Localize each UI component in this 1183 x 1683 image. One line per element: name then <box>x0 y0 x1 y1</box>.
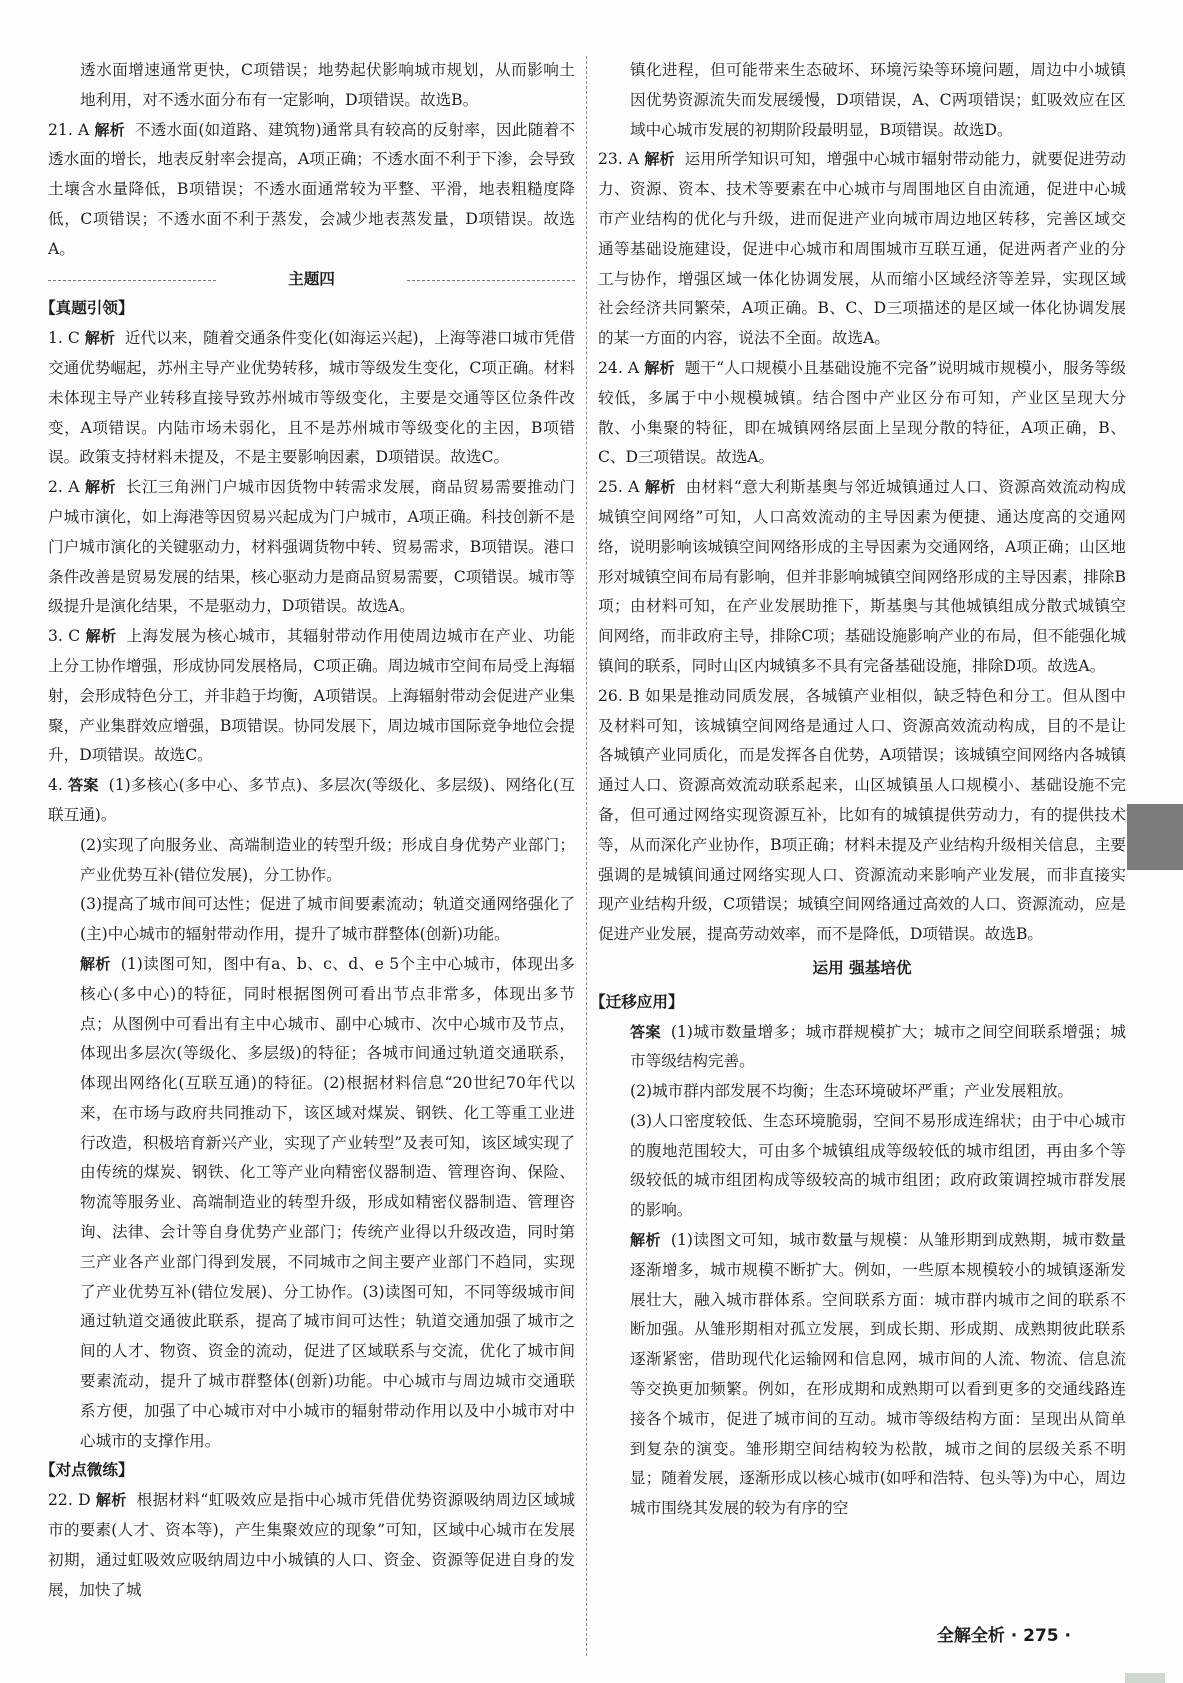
analysis-label: 解析 <box>630 1231 661 1250</box>
left-column <box>40 56 575 1605</box>
answer-text: (2)城市群内部发展不均衡；生态环境破坏严重；产业发展粗放。 <box>630 1082 1074 1101</box>
question-number: 21. A <box>48 120 90 139</box>
question-3 <box>48 622 575 771</box>
section-title: 【真题引领】 <box>40 299 134 318</box>
right-column <box>590 56 1126 1524</box>
analysis-label: 解析 <box>80 954 111 973</box>
question-23 <box>598 145 1126 354</box>
analysis-text: (1)读图可知，图中有a、b、c、d、e 5个主中心城市，体现出多核心(多中心)的特征，同时根据图例可看出节点非常多，体现出多节点；从图例中可看出有主中心城市、副中心城市、次中心城市及节点，体现出多层次(等级化、多层级)的特征；各城市间通过轨道交通联系，体现出网络化(互联互通)的特征。(2)根据材料信息“20世纪70年代以来，在市场与政府共同推动下，该区域对煤炭、钢铁、化工等重工业进行改造，积极培育新兴产业，实现了产业转型”及表可知，该区域实现了由传统的煤炭、钢铁、化工等产业向精密仪器制造、管理咨询、保险、物流等服务业、高端制造业的转型升级，形成如精密仪器制造、管理咨询、法律、会计等自身优势产业部门；传统产业得以升级改造，同时第三产业各产业部门得到发展，不同城市之间主要产业部门不趋同，实现了产业优势互补(错位发展)、分工协作。(3)读图可知，不同等级城市间通过轨道交通彼此联系，提高了城市间可达性；轨道交通加强了城市之间的人才、物资、资金的流动，促进了区域联系与交流，优化了城市间要素流动，提升了城市群整体(创新)功能。中心城市与周边城市交通联系方便，加强了中心城市对中小城市的辐射带动作用以及中小城市对中心城市的支撑作用。 <box>80 954 575 1450</box>
answer-text: (3)提高了城市间可达性；促进了城市间要素流动；轨道交通网络强化了(主)中心城市的辐射带动作用，提升了城市群整体(创新)功能。 <box>80 895 575 944</box>
question-21 <box>48 116 575 265</box>
analysis-label: 解析 <box>644 478 676 497</box>
question-number: 26. B <box>598 686 640 705</box>
question-number: 3. C <box>48 627 81 646</box>
page-footer: 全解全析 · 275 · <box>936 1626 1071 1646</box>
section-title: 【对点微练】 <box>40 1461 134 1480</box>
side-tab-marker <box>1127 804 1183 870</box>
question-number: 4. <box>48 776 63 795</box>
analysis-text: 如果是推动同质发展，各城镇产业相似，缺乏特色和分工。但从图中及材料可知，该城镇空间网络是通过人口、资源高效流动构成，目的不是让各城镇产业同质化，而是发挥各自优势，A项错误；该城镇空间网络内各城镇通过人口、资源高效流动联系起来，山区城镇虽人口规模小、基础设施不完备，但可通过网络实现资源互补，比如有的城镇提供劳动力，有的提供技术等，从而深化产业协作，B项正确；材料未提及产业结构升级相关信息，主要强调的是城镇间通过网络实现人口、资源流动来影响产业发展，而非直接实现产业结构升级，C项错误；城镇空间网络通过高效的人口、资源流动，应是促进产业发展，提高劳动效率，而不是降低，D项错误。故选B。 <box>598 686 1126 944</box>
analysis-label: 解析 <box>94 120 125 139</box>
question-number: 1. C <box>48 329 80 348</box>
theme-heading: 主题四 <box>48 265 575 295</box>
question-number: 23. A <box>598 150 640 169</box>
question-number: 24. A <box>598 358 640 377</box>
analysis-text: 上海发展为核心城市，其辐射带动作用使周边城市在产业、功能上分工协作增强，形成协同发展格局，C项正确。周边城市空间布局受上海辐射，会形成特色分工，并非趋于均衡，A项错误。上海辐射带动会促进产业集聚，产业集群效应增强，B项错误。协同发展下，周边城市国际竞争地位会提升，D项错误。故选C。 <box>48 627 575 765</box>
analysis-text: (1)读图文可知，城市数量与规模：从雏形期到成熟期，城市数量逐渐增多，城市规模不断扩大。例如，一些原本规模较小的城镇逐渐发展壮大，融入城市群体系。空间联系方面：城市群内城市之间的联系不断加强。从雏形期相对孤立发展，到成长期、形成期、成熟期彼此联系逐渐紧密，借助现代化运输网和信息网，城市间的人流、物流、信息流等交换更加频繁。例如，在形成期和成熟期可以看到更多的交通线路连接各个城市，促进了城市间的互动。城市等级结构方面：呈现出从简单到复杂的演变。雏形期空间结构较为松散，城市之间的层级关系不明显；随着发展，逐渐形成以核心城市(如呼和浩特、包头等)为中心，周边城市围绕其发展的较为有序的空 <box>630 1231 1126 1518</box>
corner-mark <box>1125 1673 1165 1683</box>
answer-block <box>598 1018 1126 1078</box>
question-22 <box>48 1486 575 1605</box>
analysis-label: 解析 <box>84 329 115 348</box>
answer-text: (1)城市数量增多；城市群规模扩大；城市之间空间联系增强；城市等级结构完善。 <box>630 1022 1126 1071</box>
question-4 <box>48 771 575 831</box>
question-25 <box>598 473 1126 682</box>
analysis-text: 运用所学知识可知，增强中心城市辐射带动能力，就要促进劳动力、资源、资本、技术等要素在中心城市与周围地区自由流通，促进中心城市产业结构的优化与升级，进而促进产业向城市周边地区转移，完善区域交通等基础设施建设，促进中心城市和周围城市互联互通，促进两者产业的分工与协作，增强区域一体化协调发展，从而缩小区域经济等差异，实现区域社会经济共同繁荣，A项正确。B、C、D三项描述的是区域一体化协调发展的某一方面的内容，说法不全面。故选A。 <box>598 150 1126 348</box>
answer-text: (3)人口密度较低、生态环境脆弱，空间不易形成连绵状；由于中心城市的腹地范围较大，可由多个城镇组成等级较低的城市组团，再由多个等级较低的城市组团构成等级较高的城市组团；政府政策调控城市群发展的影响。 <box>630 1111 1126 1220</box>
question-number: 2. A <box>48 478 80 497</box>
question-2 <box>48 473 575 622</box>
question-number: 25. A <box>598 478 640 497</box>
analysis-text: 题干“人口规模小且基础设施不完备”说明城市规模小，服务等级较低，多属于中小规模城镇。结合图中产业区分布可知，产业区呈现大分散、小集聚的特征，即在城镇网络层面上呈现分散的特征，A项正确，B、C、D三项错误。故选A。 <box>598 358 1126 467</box>
answer-label: 答案 <box>68 776 99 795</box>
question-26 <box>598 682 1126 950</box>
analysis-block <box>48 950 575 1457</box>
paragraph-cont: 镇化进程，但可能带来生态破坏、环境污染等环境问题，周边中小城镇因优势资源流失而发展缓慢，D项错误，A、C两项错误；虹吸效应在区域中心城市发展的初期阶段最明显，B项错误。故选D。 <box>630 61 1126 139</box>
analysis-label: 解析 <box>95 1491 127 1510</box>
analysis-text: 由材料“意大利斯基奥与邻近城镇通过人口、资源高效流动构成城镇空间网络”可知，人口高效流动的主导因素为便捷、通达度高的交通网络，说明影响该城镇空间网络形成的主导因素为交通网络，A项正确；山区地形对城镇空间布局有影响，但并非影响城镇空间网络形成的主导因素，排除B项；由材料可知，在产业发展助推下，斯基奥与其他城镇组成分散式城镇空间网络，而非政府主导，排除C项；基础设施影响产业的布局，但不能强化城镇间的联系，同时山区内城镇多不具有完备基础设施，排除D项。故选A。 <box>598 478 1126 675</box>
column-divider <box>586 56 587 1656</box>
analysis-text: 长江三角洲门户城市因货物中转需求发展，商品贸易需要推动门户城市演化，如上海港等因贸易兴起成为门户城市，A项正确。科技创新不是门户城市演化的关键驱动力，材料强调货物中转、贸易需求，B项错误。港口条件改善是贸易发展的结果，核心驱动力是商品贸易需要，C项错误。城市等级提升是演化结果，不是驱动力，D项错误。故选A。 <box>48 478 575 616</box>
analysis-label: 解析 <box>85 627 117 646</box>
analysis-text: 根据材料“虹吸效应是指中心城市凭借优势资源吸纳周边区域城市的要素(人才、资本等)，产生集聚效应的现象”可知，区域中心城市在发展初期，通过虹吸效应吸纳周边中小城镇的人口、资金、资源等促进自身的发展，加快了城 <box>48 1491 575 1599</box>
answer-text: (2)实现了向服务业、高端制造业的转型升级；形成自身优势产业部门；产业优势互补(错位发展)，分工协作。 <box>80 835 575 884</box>
section-title: 【迁移应用】 <box>590 992 684 1011</box>
question-number: 22. D <box>48 1491 91 1510</box>
analysis-block <box>598 1226 1126 1524</box>
analysis-text: 不透水面(如道路、建筑物)通常具有较高的反射率，因此随着不透水面的增长，地表反射率会提高，A项正确；不透水面不利于下渗，会导致土壤含水量降低，B项错误；不透水面通常较为平整、平滑，地表粗糙度降低，C项错误；不透水面不利于蒸发，会减少地表蒸发量，D项错误。故选A。 <box>48 120 575 258</box>
section-heading: 运用 强基培优 <box>812 958 912 977</box>
question-1 <box>48 324 575 473</box>
answer-label: 答案 <box>630 1022 661 1041</box>
paragraph-cont: 透水面增速通常更快，C项错误；地势起伏影响城市规划，从而影响土地利用，对不透水面分布有一定影响，D项错误。故选B。 <box>80 61 575 109</box>
question-24 <box>598 354 1126 473</box>
analysis-text: 近代以来，随着交通条件变化(如海运兴起)，上海等港口城市凭借交通优势崛起，苏州主导产业优势转移，城市等级发生变化，C项正确。材料未体现主导产业转移直接导致苏州城市等级变化，主要是交通等区位条件改变，A项错误。内陆市场未弱化，且不是苏州城市等级变化的主因，B项错误。政策支持材料未提及，不是主要影响因素，D项错误。故选C。 <box>48 329 575 467</box>
analysis-label: 解析 <box>644 358 675 377</box>
analysis-label: 解析 <box>84 478 116 497</box>
answer-text: (1)多核心(多中心、多节点)、多层次(等级化、多层级)、网络化(互联互通)。 <box>48 776 575 824</box>
analysis-label: 解析 <box>644 150 675 169</box>
